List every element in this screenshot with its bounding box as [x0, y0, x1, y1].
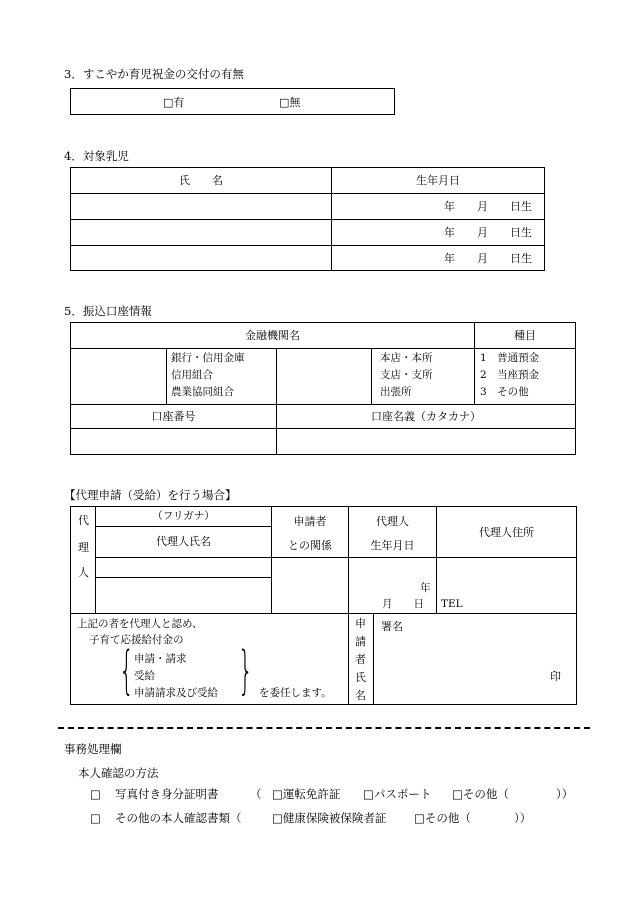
col-bank-header: 金融機関名 — [245, 329, 300, 342]
bank-type-3: 農業協同組合 — [171, 386, 234, 398]
infant-birth-3: 年 月 日生 — [444, 252, 532, 265]
identity-method-label: 本人確認の方法 — [78, 766, 159, 780]
col-birth-header: 生年月日 — [416, 174, 460, 187]
photo-id-paren-close: ）） — [556, 787, 574, 801]
left-brace: { — [119, 641, 134, 701]
delegate-option-1: 申請・請求 — [134, 653, 187, 665]
section3-title: 3．すこやか育児祝金の交付の有無 — [64, 67, 244, 81]
proxy-name-label: 代理人氏名 — [156, 535, 211, 548]
branch-type-3: 出張所 — [380, 386, 412, 398]
other-id-paren-close: ）） — [514, 811, 532, 825]
applicant-label-2: 請 — [355, 635, 366, 648]
proxy-title: 【代理申請（受給）を行う場合】 — [64, 488, 237, 502]
col-type-header: 種目 — [514, 329, 536, 342]
furigana-label: （フリガナ） — [152, 510, 215, 522]
birth-label-1: 代理人 — [376, 515, 409, 528]
tel-label: TEL — [441, 598, 463, 610]
address-label: 代理人住所 — [479, 526, 534, 539]
side-label-3: 人 — [78, 566, 89, 579]
account-type-2: 2 当座預金 — [480, 369, 540, 381]
relation-label-1: 申請者 — [293, 515, 327, 528]
seal-label: 印 — [550, 670, 561, 683]
option-yes-checkbox[interactable]: □有 — [163, 96, 185, 109]
bank-type-1: 銀行・信用金庫 — [171, 352, 245, 364]
col-account-name-header: 口座名義（カタカナ） — [371, 410, 481, 423]
photo-id-paren-open: （ — [250, 787, 262, 801]
proxy-table — [70, 506, 577, 705]
drivers-license-checkbox[interactable]: □運転免許証 — [272, 787, 341, 801]
other-id-other-checkbox[interactable]: □その他（ — [414, 811, 471, 825]
photo-id-other-checkbox[interactable]: □その他（ — [452, 787, 509, 801]
col-name-header: 氏 名 — [179, 174, 223, 187]
section3-box — [70, 88, 395, 115]
delegate-option-2: 受給 — [134, 670, 155, 682]
delegate-line-1: 上記の者を代理人と認め、 — [77, 618, 203, 630]
infant-birth-1: 年 月 日生 — [444, 200, 532, 213]
photo-id-label: 写真付き身分証明書 — [115, 787, 219, 801]
branch-type-1: 本店・本所 — [380, 352, 433, 364]
health-insurance-checkbox[interactable]: □健康保険被保険者証 — [272, 811, 387, 825]
delegate-end: を委任します。 — [259, 687, 332, 699]
option-no-checkbox[interactable]: □無 — [279, 96, 301, 109]
side-label-1: 代 — [78, 514, 89, 527]
office-title: 事務処理欄 — [64, 742, 122, 756]
infant-birth-2: 年 月 日生 — [444, 226, 532, 239]
applicant-label-4: 氏 — [355, 671, 366, 684]
account-type-1: 1 普通預金 — [480, 352, 540, 364]
bank-type-2: 信用組合 — [171, 369, 213, 381]
identity-line-1 — [90, 789, 590, 805]
relation-label-2: との関係 — [288, 539, 332, 552]
section5-title: 5．振込口座情報 — [64, 304, 152, 318]
delegate-line-2: 子育て応援給付金の — [89, 634, 184, 646]
applicant-label-5: 名 — [355, 689, 366, 702]
col-account-no-header: 口座番号 — [151, 410, 196, 423]
branch-type-2: 支店・支所 — [380, 369, 433, 381]
right-brace: } — [238, 641, 253, 701]
section4-title: 4．対象乳児 — [64, 149, 129, 163]
other-id-checkbox[interactable]: □ — [90, 811, 101, 825]
birth-label-2: 生年月日 — [370, 539, 415, 552]
identity-line-2 — [90, 813, 590, 829]
account-type-3: 3 その他 — [480, 386, 529, 398]
photo-id-checkbox[interactable]: □ — [90, 787, 101, 801]
side-label-2: 理 — [78, 541, 89, 554]
separator-dashed-line — [58, 727, 590, 729]
bank-table — [70, 322, 576, 455]
applicant-label-1: 申 — [355, 617, 366, 630]
proxy-birth-month-day: 月 日 — [382, 598, 424, 610]
passport-checkbox[interactable]: □パスポート — [363, 787, 432, 801]
proxy-birth-year: 年 — [420, 582, 431, 594]
other-id-label: その他の本人確認書類（ — [115, 811, 242, 825]
applicant-label-3: 者 — [355, 653, 366, 666]
infant-table — [70, 167, 545, 271]
signature-label: 署名 — [381, 620, 403, 633]
delegate-option-3: 申請請求及び受給 — [134, 687, 218, 699]
